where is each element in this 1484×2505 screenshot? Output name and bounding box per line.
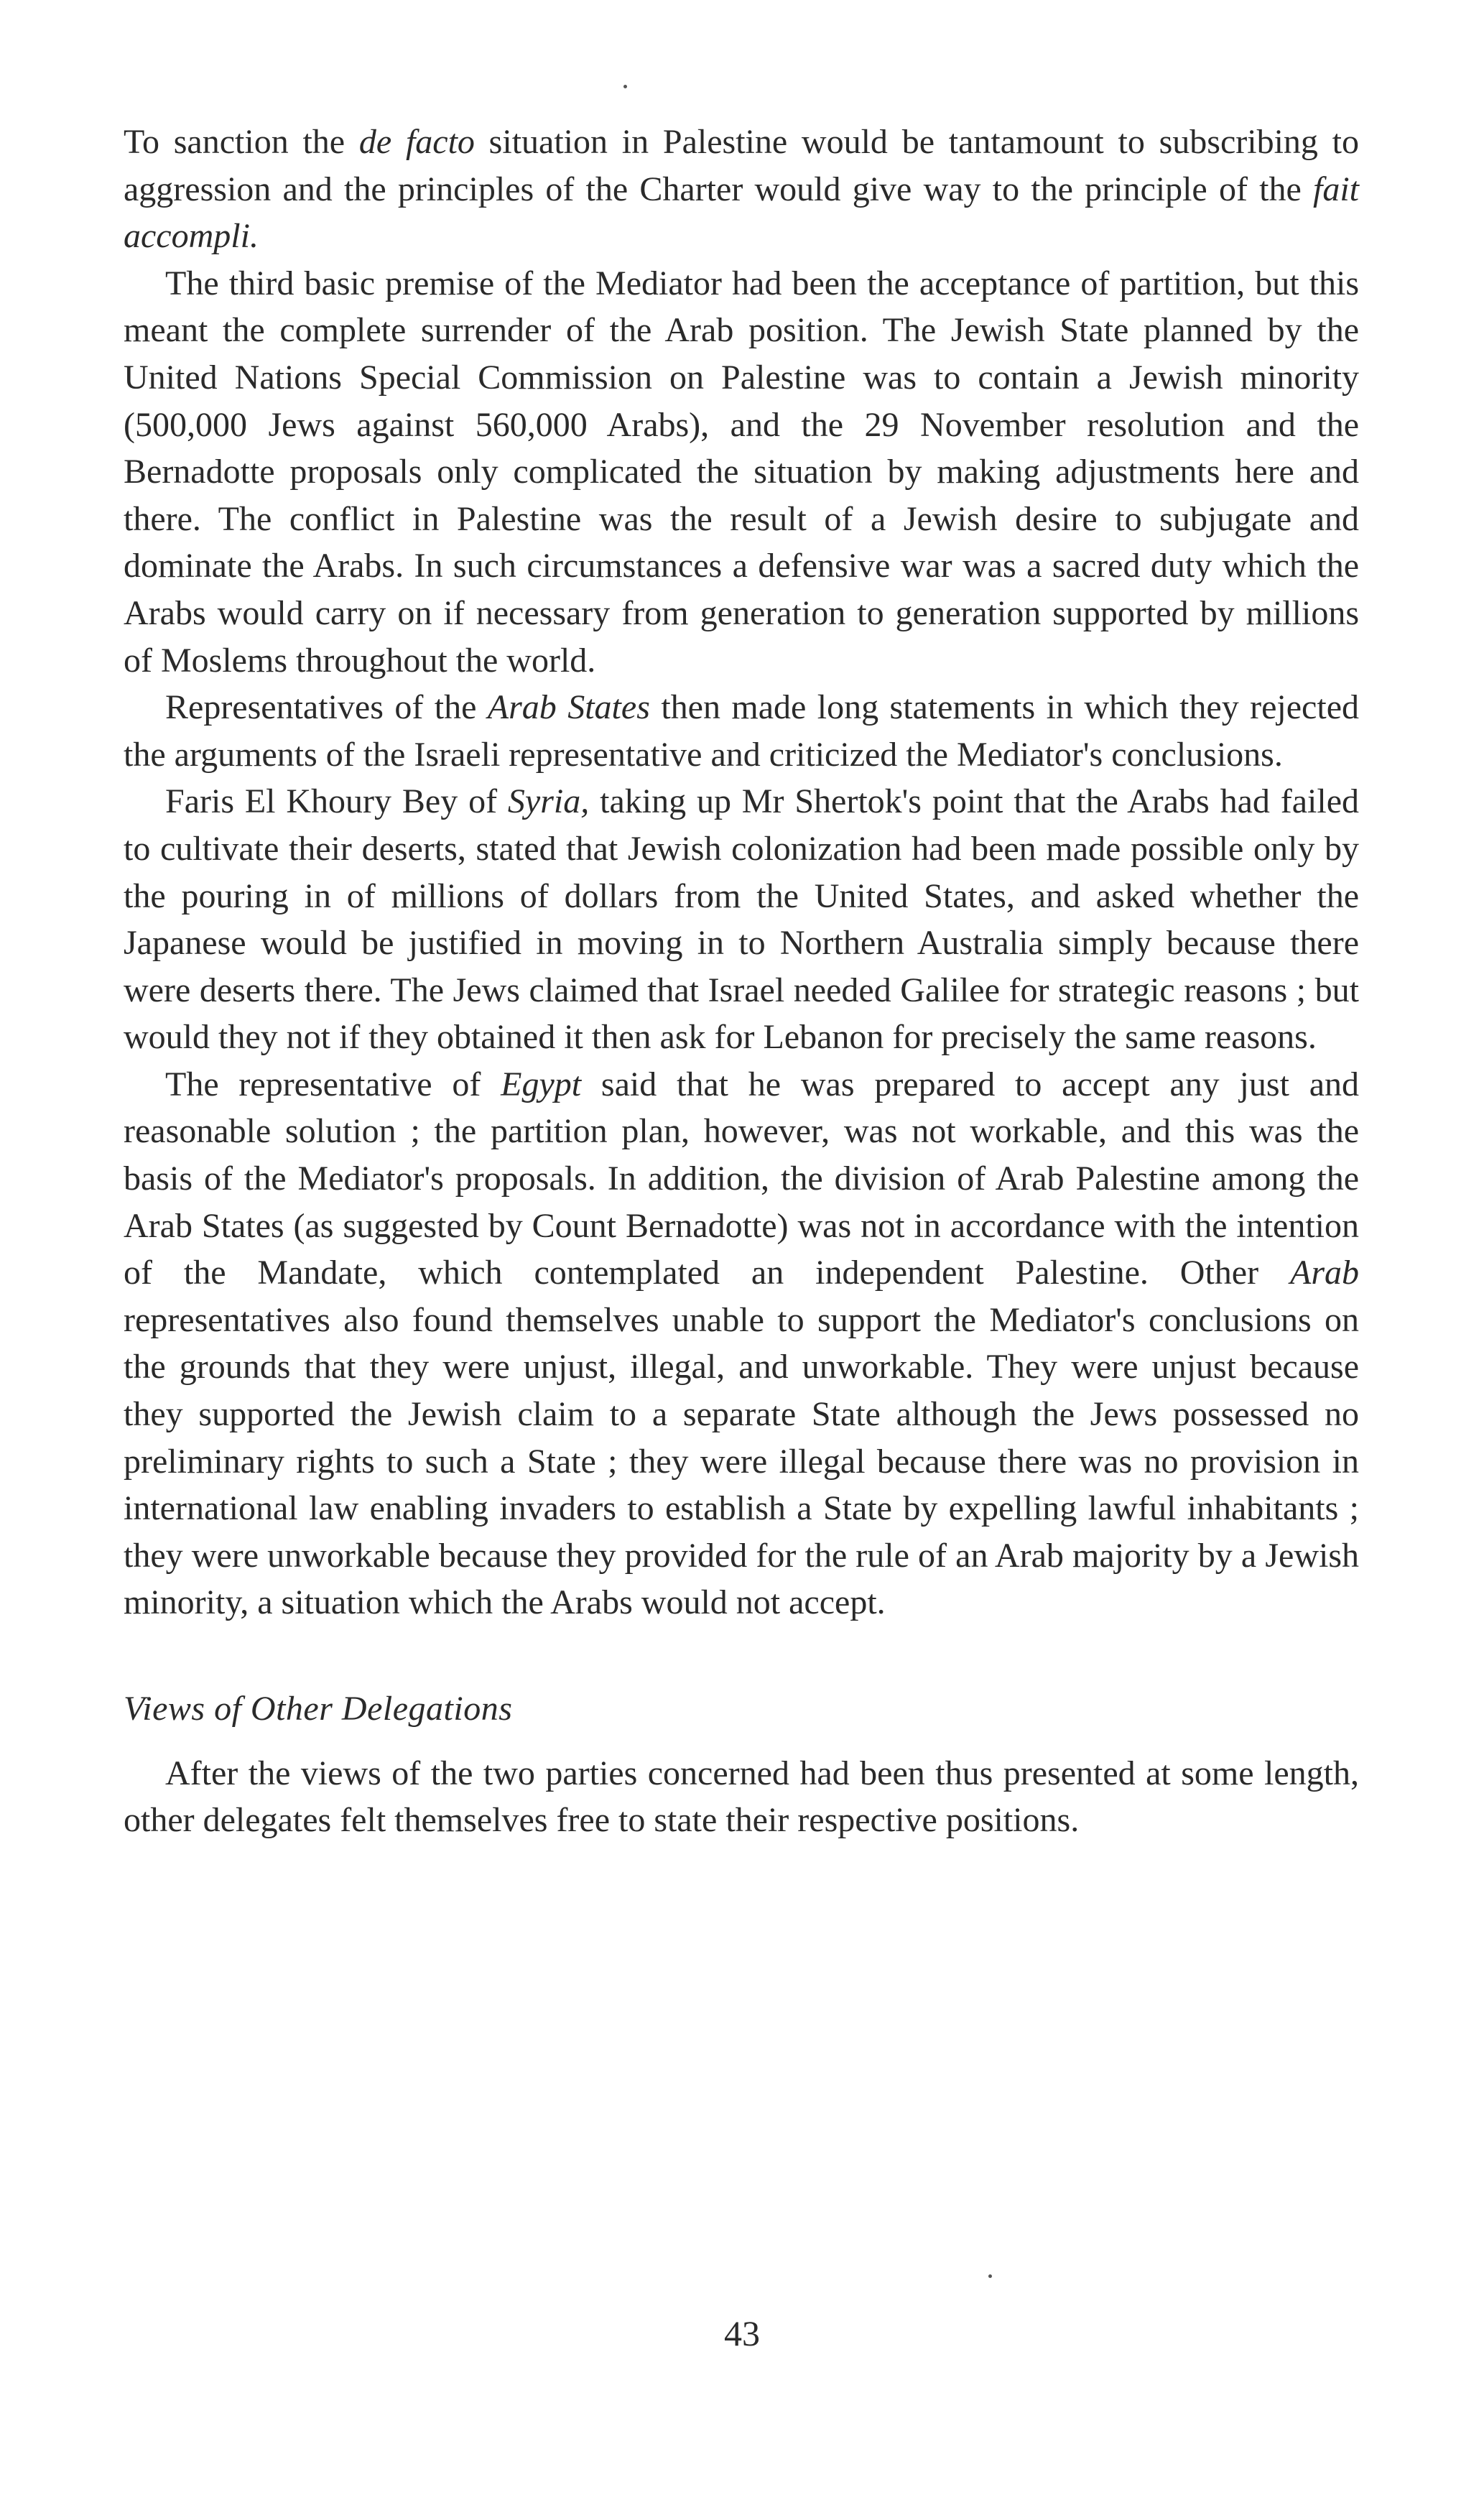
body-text: [124, 119, 1359, 1844]
italic-term-fait-accompli: fait accompli.: [124, 170, 1359, 256]
italic-term-egypt: Egypt: [501, 1065, 582, 1103]
print-speck: [988, 2274, 992, 2278]
paragraph: [124, 119, 1359, 260]
italic-term-arab: Arab: [1290, 1254, 1359, 1292]
paragraph: [124, 260, 1359, 684]
paragraph: [124, 1750, 1359, 1844]
text-run: Faris El Khoury Bey of: [165, 782, 508, 821]
paragraph: [124, 1061, 1359, 1626]
italic-term-arab-states: Arab States: [487, 688, 650, 727]
text-run: situation in Palestine would be tantamount to subscribing to aggression and the principles of the Charter would give way to the principle of the: [124, 123, 1360, 208]
text-run: representatives also found themselves unable to support the Mediator's conclusions on the grounds that they were unjust, illegal, and unworkable. They were unjust because they supported the Jewish claim to a separate State although the Jews possessed no preliminary rights to such a State ; they were illegal because there was no provision in international law enabling invaders to establish a State by expelling lawful inhabitants ; they were unworkable because they provided for the rule of an Arab majority by a Jewish minority, a situation which the Arabs would not accept.: [124, 1300, 1359, 1622]
text-run: taking up Mr Shertok's point that the Arabs had failed to cultivate their deserts, stated that Jewish colonization had been made possible only by the pouring in of millions of dollars from the United States, and asked whether the Japanese would be justified in moving in to Northern Australia simply because there were deserts there. The Jews claimed that Israel needed Galilee for strategic reasons ; but would they not if they obtained it then ask for Lebanon for precisely the same reasons.: [124, 782, 1359, 1057]
text-run: said that he was prepared to accept any just and reasonable solution ; the partition plan, however, was not workable, and this was the basis of the Mediator's proposals. In addition, the division of Arab Palestine among the Arab States (as suggested by Count Bernadotte) was not in accordance with the intention of the Mandate, which contemplated an independent Palestine. Other: [124, 1065, 1359, 1292]
text-run: After the views of the two parties concerned had been thus presented at some length, other delegates felt themselves free to state their respective positions.: [124, 1754, 1359, 1840]
text-run: The third basic premise of the Mediator had been the acceptance of partition, but this meant the complete surrender of the Arab position. The Jewish State planned by the United Nations Special Commission on Palestine was to contain a Jewish minority (500,000 Jews against 560,000 Arabs), and the 29 November resolution and the Bernadotte proposals only complicated the situation by making adjustments here and there. The conflict in Palestine was the result of a Jewish desire to subjugate and dominate the Arabs. In such circumstances a defensive war was a sacred duty which the Arabs would carry on if necessary from generation to generation supported by millions of Moslems throughout the world.: [124, 264, 1359, 680]
italic-term-syria: Syria,: [507, 782, 590, 821]
text-run: then made long statements in which they rejected the arguments of the Israeli representative and criticized the Mediator's conclusions.: [124, 688, 1360, 774]
paragraph: [124, 684, 1359, 778]
print-speck: [623, 85, 627, 88]
text-run: To sanction the: [124, 123, 359, 161]
section-heading: Views of Other Delegations: [124, 1690, 513, 1728]
italic-term-de-facto: de facto: [358, 123, 475, 161]
page-number: 43: [724, 2313, 760, 2353]
paragraph: [124, 778, 1359, 1061]
text-run: The representative of: [165, 1065, 501, 1103]
text-run: Representatives of the: [165, 688, 488, 727]
